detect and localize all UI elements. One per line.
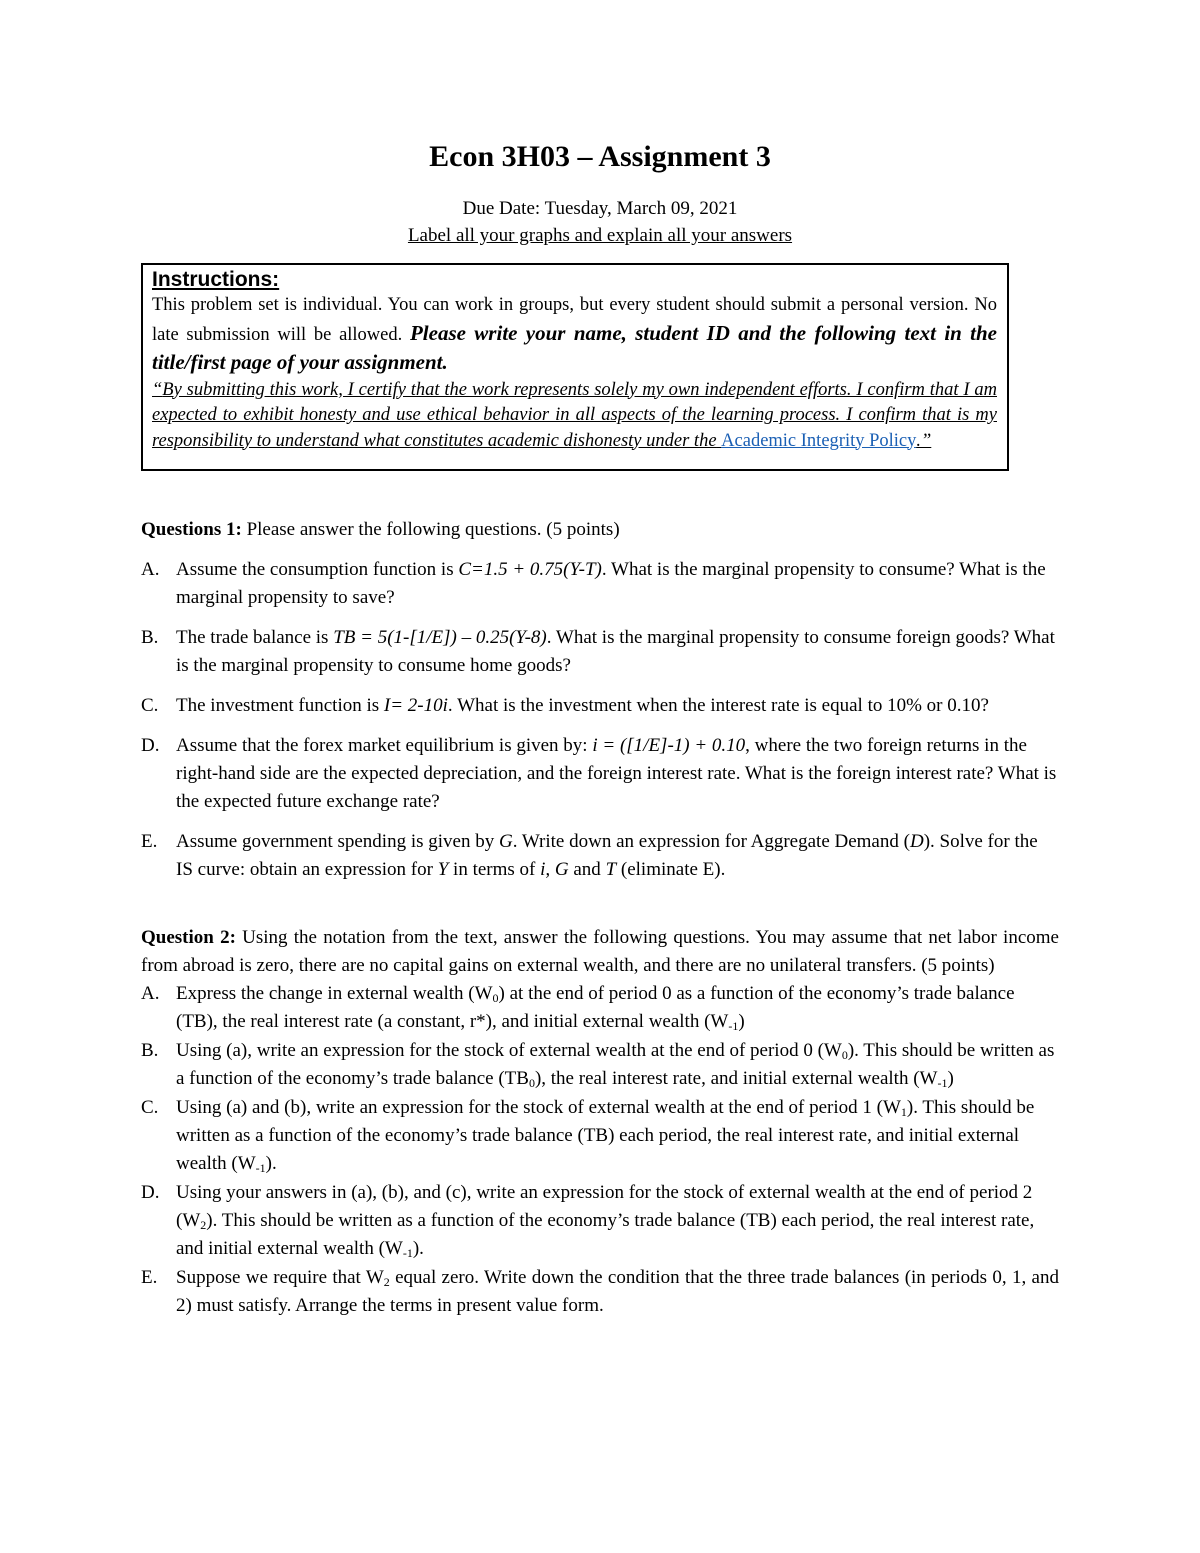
q2-item-a xyxy=(141,980,1059,1036)
item-letter: B. xyxy=(141,1040,159,1061)
item-letter: B. xyxy=(141,627,159,648)
item-variable: T xyxy=(605,859,617,880)
instructions-body xyxy=(152,293,997,378)
instructions-bold-text: Please write your name, student ID and the following text in the title/first page of your assignment. xyxy=(152,320,998,374)
subscript: -1 xyxy=(728,1019,739,1033)
question-2-header xyxy=(141,924,1059,980)
item-text: Express the change in external wealth (W xyxy=(176,983,493,1004)
item-text: and xyxy=(568,859,606,880)
subscript: -1 xyxy=(402,1246,413,1260)
item-variable: Y xyxy=(437,859,449,880)
item-text: ). Solve for the IS curve: obtain an expression for xyxy=(176,831,1038,880)
q1-item-b xyxy=(141,624,1059,680)
item-text: Using your answers in (a), (b), and (c), write an expression for the stock of external wealth at the end of period 2 (W xyxy=(176,1182,1033,1231)
question-1-section xyxy=(141,516,1059,896)
item-letter: C. xyxy=(141,1097,159,1118)
due-date: Due Date: Tuesday, March 09, 2021 xyxy=(462,198,738,219)
pledge-text: By submitting this work, I certify that the work represents solely my own independent efforts. I confirm that I am expected to exhibit honesty and use ethical behavior in all aspects of the learning process. I confirm that is my responsibility to understand what constitutes academic dishonesty under the xyxy=(152,379,997,451)
question-1-intro: Please answer the following questions. (5 points) xyxy=(246,519,620,540)
item-text: . Write down an expression for Aggregate Demand ( xyxy=(512,831,910,852)
item-text: Assume that the forex market equilibrium is given by: xyxy=(176,735,593,756)
subscript: -1 xyxy=(255,1161,266,1175)
item-letter: E. xyxy=(141,1267,158,1288)
item-text: ). xyxy=(265,1153,277,1174)
q1-item-c xyxy=(141,692,1059,720)
subscript: 0 xyxy=(492,991,499,1005)
subscript: 2 xyxy=(383,1275,390,1289)
question-2-heading: Question 2: xyxy=(141,927,236,948)
q2-item-e xyxy=(141,1264,1059,1320)
item-text: Assume government spending is given by xyxy=(176,831,499,852)
subscript: 2 xyxy=(200,1218,207,1232)
question-2-intro: Using the notation from the text, answer the following questions. You may assume that net labor income from abroad is zero, there are no capital gains on external wealth, and there are no unilateral transfers. (5 points) xyxy=(141,927,1059,976)
item-letter: A. xyxy=(141,559,160,580)
item-expression: I= 2-10i xyxy=(383,695,448,716)
q1-item-d xyxy=(141,732,1059,816)
item-variable: G xyxy=(498,831,513,852)
item-text: . What is the investment when the interest rate is equal to 10% or 0.10? xyxy=(447,695,989,716)
item-letter: A. xyxy=(141,983,160,1004)
instructions-heading: Instructions: xyxy=(152,268,280,291)
item-letter: C. xyxy=(141,695,159,716)
question-1-header xyxy=(141,516,1059,544)
pledge-close-quote: .” xyxy=(916,430,932,451)
item-text: The investment function is xyxy=(176,695,384,716)
pledge-open-quote: “ xyxy=(152,379,163,400)
item-text: ). xyxy=(412,1238,424,1259)
item-letter: D. xyxy=(141,1182,160,1203)
item-letter: E. xyxy=(141,831,158,852)
item-text: ). This should be written as a function of the economy’s trade balance (TB xyxy=(176,1040,1055,1089)
question-2-section xyxy=(141,924,1059,1321)
item-text: Assume the consumption function is xyxy=(176,559,459,580)
q2-item-c xyxy=(141,1094,1059,1178)
academic-integrity-policy-link[interactable]: Academic Integrity Policy xyxy=(721,430,917,451)
item-text: ), the real interest rate, and initial external wealth (W xyxy=(534,1068,938,1089)
item-text: ) at the end of period 0 as a function of the economy’s trade balance (TB), the real interest rate (a constant, r*), and initial external wealth (W xyxy=(176,983,1015,1032)
item-expression: TB = 5(1-[1/E]) – 0.25(Y-8) xyxy=(333,627,547,648)
subscript: 1 xyxy=(900,1105,907,1119)
item-text: . What is the marginal propensity to consume foreign goods? What is the marginal propensity to consume home goods? xyxy=(176,627,1055,676)
q1-item-e xyxy=(141,828,1059,884)
q2-item-d xyxy=(141,1179,1059,1263)
instructions-plain-text: This problem set is individual. You can work in groups, but every student should submit a personal version. No late submission will be allowed. xyxy=(152,295,997,345)
integrity-pledge xyxy=(152,378,997,455)
item-expression: i = ([1/E]-1) + 0.10 xyxy=(592,735,746,756)
subscript: 0 xyxy=(841,1048,848,1062)
item-text: ) xyxy=(738,1011,745,1032)
item-text: Suppose we require that W xyxy=(176,1267,384,1288)
q1-item-a xyxy=(141,556,1059,612)
item-text: Using (a) and (b), write an expression for the stock of external wealth at the end of period 1 (W xyxy=(176,1097,901,1118)
item-letter: D. xyxy=(141,735,160,756)
item-text: ). This should be written as a function of the economy’s trade balance (TB) each period, the real interest rate, and initial external wealth (W xyxy=(176,1097,1035,1174)
item-variable: D xyxy=(909,831,924,852)
subscript: -1 xyxy=(937,1076,948,1090)
question-2-list xyxy=(141,980,1059,1320)
page-title: Econ 3H03 – Assignment 3 xyxy=(429,140,771,173)
question-1-heading: Questions 1: xyxy=(141,519,242,540)
item-text: equal zero. Write down the condition that the three trade balances (in periods 0, 1, and 2) must satisfy. Arrange the terms in present value form. xyxy=(176,1267,1059,1316)
item-text: Using (a), write an expression for the stock of external wealth at the end of period 0 (W xyxy=(176,1040,842,1061)
item-text: in terms of xyxy=(448,859,541,880)
item-text: (eliminate E). xyxy=(616,859,726,880)
subscript: 0 xyxy=(528,1076,535,1090)
item-text: . What is the marginal propensity to consume? What is the marginal propensity to save? xyxy=(176,559,1046,608)
item-text: , where the two foreign returns in the right-hand side are the expected depreciation, and the foreign interest rate. What is the foreign interest rate? What is the expected future exchange rate? xyxy=(176,735,1057,812)
item-text: ). This should be written as a function of the economy’s trade balance (TB) each period, the real interest rate, and initial external wealth (W xyxy=(176,1210,1035,1259)
item-text: ) xyxy=(947,1068,954,1089)
item-text: The trade balance is xyxy=(176,627,334,648)
label-instruction: Label all your graphs and explain all your answers xyxy=(407,225,793,246)
item-expression: C=1.5 + 0.75(Y-T) xyxy=(458,559,602,580)
q2-item-b xyxy=(141,1037,1059,1093)
instructions-box xyxy=(141,263,1009,471)
item-variable: i, G xyxy=(540,859,569,880)
question-1-list xyxy=(141,556,1059,884)
